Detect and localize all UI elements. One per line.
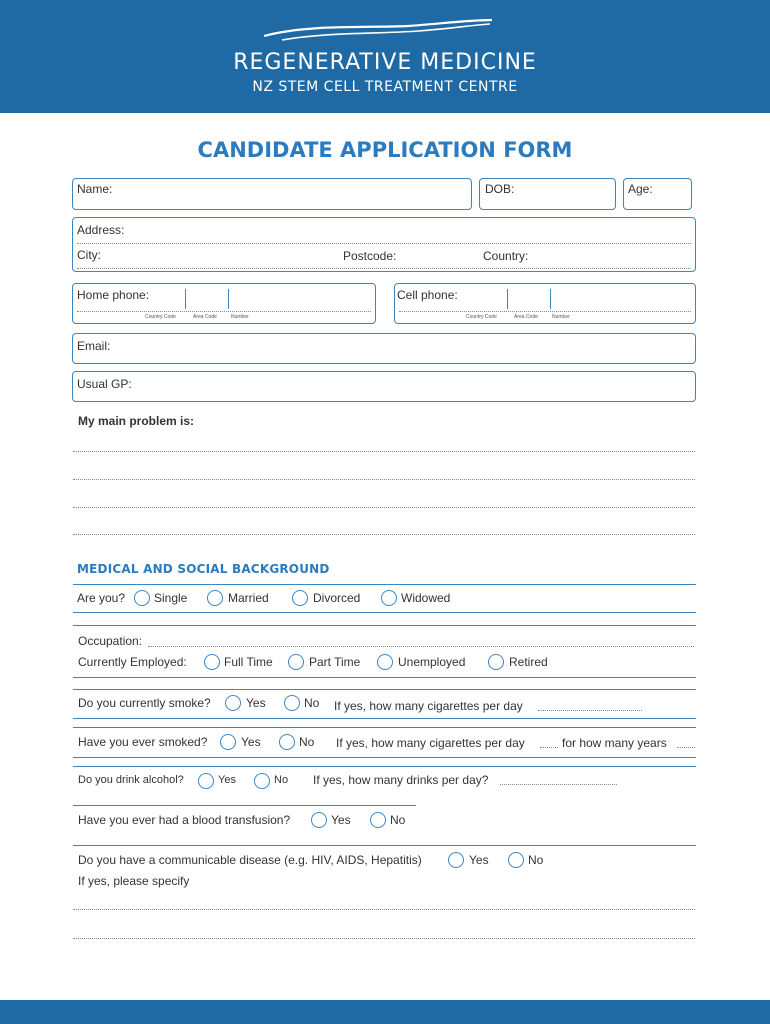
smoked-years-label: for how many years — [562, 736, 667, 750]
cell-phone-label: Cell phone: — [397, 288, 458, 302]
footer-bar — [0, 1000, 770, 1024]
home-phone-line — [77, 311, 371, 312]
alcohol-no-radio[interactable] — [254, 773, 270, 789]
usual-gp-field[interactable] — [72, 371, 696, 402]
transfusion-yes-label: Yes — [331, 813, 351, 827]
drinks-per-day-line[interactable] — [500, 784, 617, 785]
country-label: Country: — [483, 249, 529, 263]
alcohol-follow-label: If yes, how many drinks per day? — [313, 773, 489, 787]
city-line[interactable] — [77, 268, 691, 269]
phone-divider — [185, 289, 186, 309]
section-title: MEDICAL AND SOCIAL BACKGROUND — [77, 562, 330, 576]
single-label: Single — [154, 591, 188, 605]
problem-line[interactable] — [73, 534, 695, 535]
employed-label: Currently Employed: — [78, 655, 187, 669]
main-problem-label: My main problem is: — [78, 414, 195, 428]
name-field[interactable] — [72, 178, 472, 210]
retired-radio[interactable] — [488, 654, 504, 670]
number-caption: Number — [552, 314, 570, 320]
divorced-label: Divorced — [313, 591, 361, 605]
number-caption: Number — [231, 314, 249, 320]
problem-line[interactable] — [73, 507, 695, 508]
header-banner — [0, 0, 770, 113]
smoke-now-no-radio[interactable] — [284, 695, 300, 711]
age-field[interactable] — [623, 178, 692, 210]
cigarettes-per-day-line[interactable] — [540, 747, 558, 748]
cell-phone-line — [399, 311, 691, 312]
divider — [73, 757, 696, 758]
alcohol-yes-label: Yes — [218, 774, 236, 786]
address-block — [72, 217, 696, 272]
alcohol-no-label: No — [274, 774, 289, 786]
occupation-line[interactable] — [148, 646, 694, 647]
divider — [73, 625, 696, 626]
smoked-ever-yes-radio[interactable] — [220, 734, 236, 750]
email-label: Email: — [77, 339, 111, 353]
married-label: Married — [228, 591, 269, 605]
smoke-now-yes-label: Yes — [246, 696, 266, 710]
specify-label: If yes, please specify — [78, 874, 190, 888]
part-time-label: Part Time — [309, 655, 361, 669]
divider — [73, 766, 696, 767]
disease-yes-label: Yes — [469, 853, 489, 867]
disease-no-label: No — [528, 853, 544, 867]
usual-gp-label: Usual GP: — [77, 377, 132, 391]
divider — [73, 677, 696, 678]
area-code-caption: Area Code — [193, 314, 217, 320]
specify-line[interactable] — [73, 909, 695, 910]
divider — [73, 727, 696, 728]
problem-line[interactable] — [73, 451, 695, 452]
phone-divider — [228, 289, 229, 309]
smoked-ever-no-radio[interactable] — [279, 734, 295, 750]
full-time-label: Full Time — [224, 655, 273, 669]
divider — [73, 612, 696, 613]
divider — [73, 805, 416, 806]
married-radio[interactable] — [207, 590, 223, 606]
divider — [73, 689, 696, 690]
occupation-label: Occupation: — [78, 634, 143, 648]
single-radio[interactable] — [134, 590, 150, 606]
disease-yes-radio[interactable] — [448, 852, 464, 868]
wave-logo-icon — [258, 18, 498, 44]
country-code-caption: Country Code — [466, 314, 497, 320]
age-label: Age: — [628, 182, 653, 196]
transfusion-yes-radio[interactable] — [311, 812, 327, 828]
cigarettes-per-day-line[interactable] — [538, 710, 642, 711]
years-line[interactable] — [677, 747, 695, 748]
home-phone-label: Home phone: — [77, 288, 150, 302]
smoke-now-yes-radio[interactable] — [225, 695, 241, 711]
cell-phone-field[interactable] — [394, 283, 696, 324]
transfusion-no-radio[interactable] — [370, 812, 386, 828]
address-line[interactable] — [77, 243, 691, 244]
email-field[interactable] — [72, 333, 696, 364]
transfusion-label: Have you ever had a blood transfusion? — [78, 813, 291, 827]
widowed-label: Widowed — [401, 591, 451, 605]
phone-divider — [550, 289, 551, 309]
divider — [73, 718, 696, 719]
are-you-label: Are you? — [77, 591, 126, 605]
area-code-caption: Area Code — [514, 314, 538, 320]
dob-field[interactable] — [479, 178, 616, 210]
part-time-radio[interactable] — [288, 654, 304, 670]
postcode-label: Postcode: — [343, 249, 397, 263]
divider — [73, 845, 696, 846]
smoke-now-no-label: No — [304, 696, 320, 710]
name-label: Name: — [77, 182, 113, 196]
address-label: Address: — [77, 223, 125, 237]
alcohol-label: Do you drink alcohol? — [78, 774, 184, 786]
divider — [73, 584, 696, 585]
form-title: CANDIDATE APPLICATION FORM — [197, 138, 573, 162]
dob-label: DOB: — [485, 182, 515, 196]
country-code-caption: Country Code — [145, 314, 176, 320]
brand-subtitle: NZ STEM CELL TREATMENT CENTRE — [252, 79, 518, 95]
smoked-ever-no-label: No — [299, 735, 315, 749]
smoked-ever-follow-label: If yes, how many cigarettes per day — [336, 736, 525, 750]
disease-label: Do you have a communicable disease (e.g. HIV, AIDS, Hepatitis) — [78, 853, 422, 867]
divorced-radio[interactable] — [292, 590, 308, 606]
retired-label: Retired — [509, 655, 548, 669]
smoke-now-follow-label: If yes, how many cigarettes per day — [334, 699, 523, 713]
smoke-now-label: Do you currently smoke? — [78, 696, 211, 710]
full-time-radio[interactable] — [204, 654, 220, 670]
problem-line[interactable] — [73, 479, 695, 480]
unemployed-radio[interactable] — [377, 654, 393, 670]
phone-divider — [507, 289, 508, 309]
smoked-ever-label: Have you ever smoked? — [78, 735, 208, 749]
unemployed-label: Unemployed — [398, 655, 466, 669]
widowed-radio[interactable] — [381, 590, 397, 606]
disease-no-radio[interactable] — [508, 852, 524, 868]
specify-line[interactable] — [73, 938, 695, 939]
smoked-ever-yes-label: Yes — [241, 735, 261, 749]
brand-title: REGENERATIVE MEDICINE — [233, 50, 537, 75]
alcohol-yes-radio[interactable] — [198, 773, 214, 789]
home-phone-field[interactable] — [72, 283, 376, 324]
city-label: City: — [77, 248, 101, 262]
transfusion-no-label: No — [390, 813, 406, 827]
